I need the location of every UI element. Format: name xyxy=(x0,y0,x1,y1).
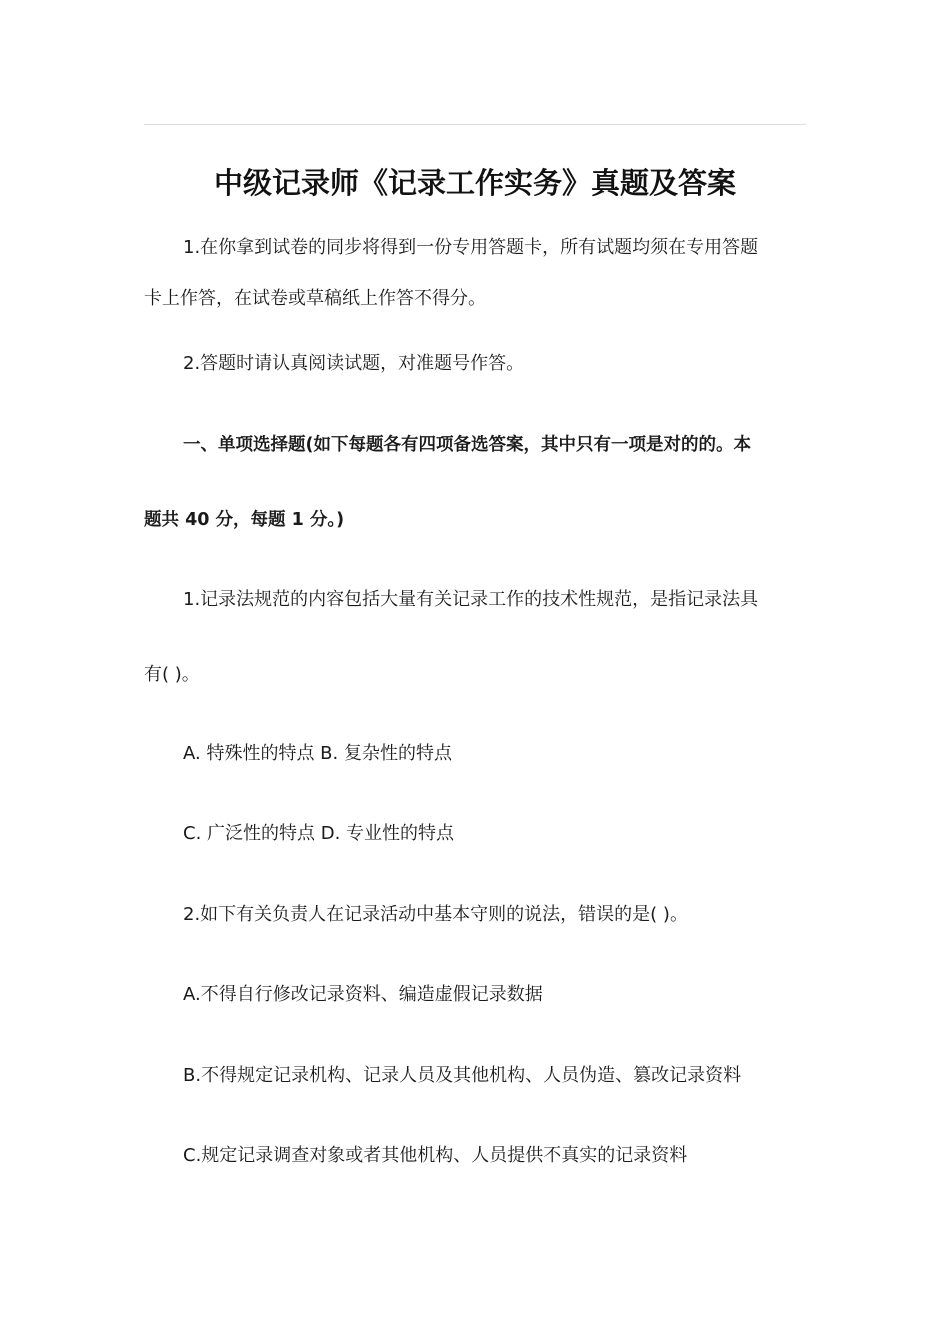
question-1-stem-line-2: 有( )。 xyxy=(144,664,200,685)
instruction-1-line-1: 1.在你拿到试卷的同步将得到一份专用答题卡，所有试题均须在专用答题 xyxy=(183,237,759,258)
question-1-stem-line-1: 1.记录法规范的内容包括大量有关记录工作的技术性规范，是指记录法具 xyxy=(183,589,759,610)
question-2-option-c: C.规定记录调查对象或者其他机构、人员提供不真实的记录资料 xyxy=(183,1145,688,1166)
header-divider xyxy=(144,124,806,125)
question-2-option-b: B.不得规定记录机构、记录人员及其他机构、人员伪造、篡改记录资料 xyxy=(183,1065,742,1086)
question-1-options-ab: A. 特殊性的特点 B. 复杂性的特点 xyxy=(183,743,452,764)
document-title: 中级记录师《记录工作实务》真题及答案 xyxy=(213,166,736,200)
question-2-stem: 2.如下有关负责人在记录活动中基本守则的说法，错误的是( )。 xyxy=(183,904,688,925)
section-heading-line-1: 一、单项选择题(如下每题各有四项备选答案，其中只有一项是对的的。本 xyxy=(183,435,751,455)
section-heading-line-2: 题共 40 分，每题 1 分。) xyxy=(144,510,345,530)
question-2-option-a: A.不得自行修改记录资料、编造虚假记录数据 xyxy=(183,984,543,1005)
question-1-options-cd: C. 广泛性的特点 D. 专业性的特点 xyxy=(183,823,455,844)
instruction-2: 2.答题时请认真阅读试题，对准题号作答。 xyxy=(183,353,525,374)
instruction-1-line-2: 卡上作答，在试卷或草稿纸上作答不得分。 xyxy=(144,288,486,309)
